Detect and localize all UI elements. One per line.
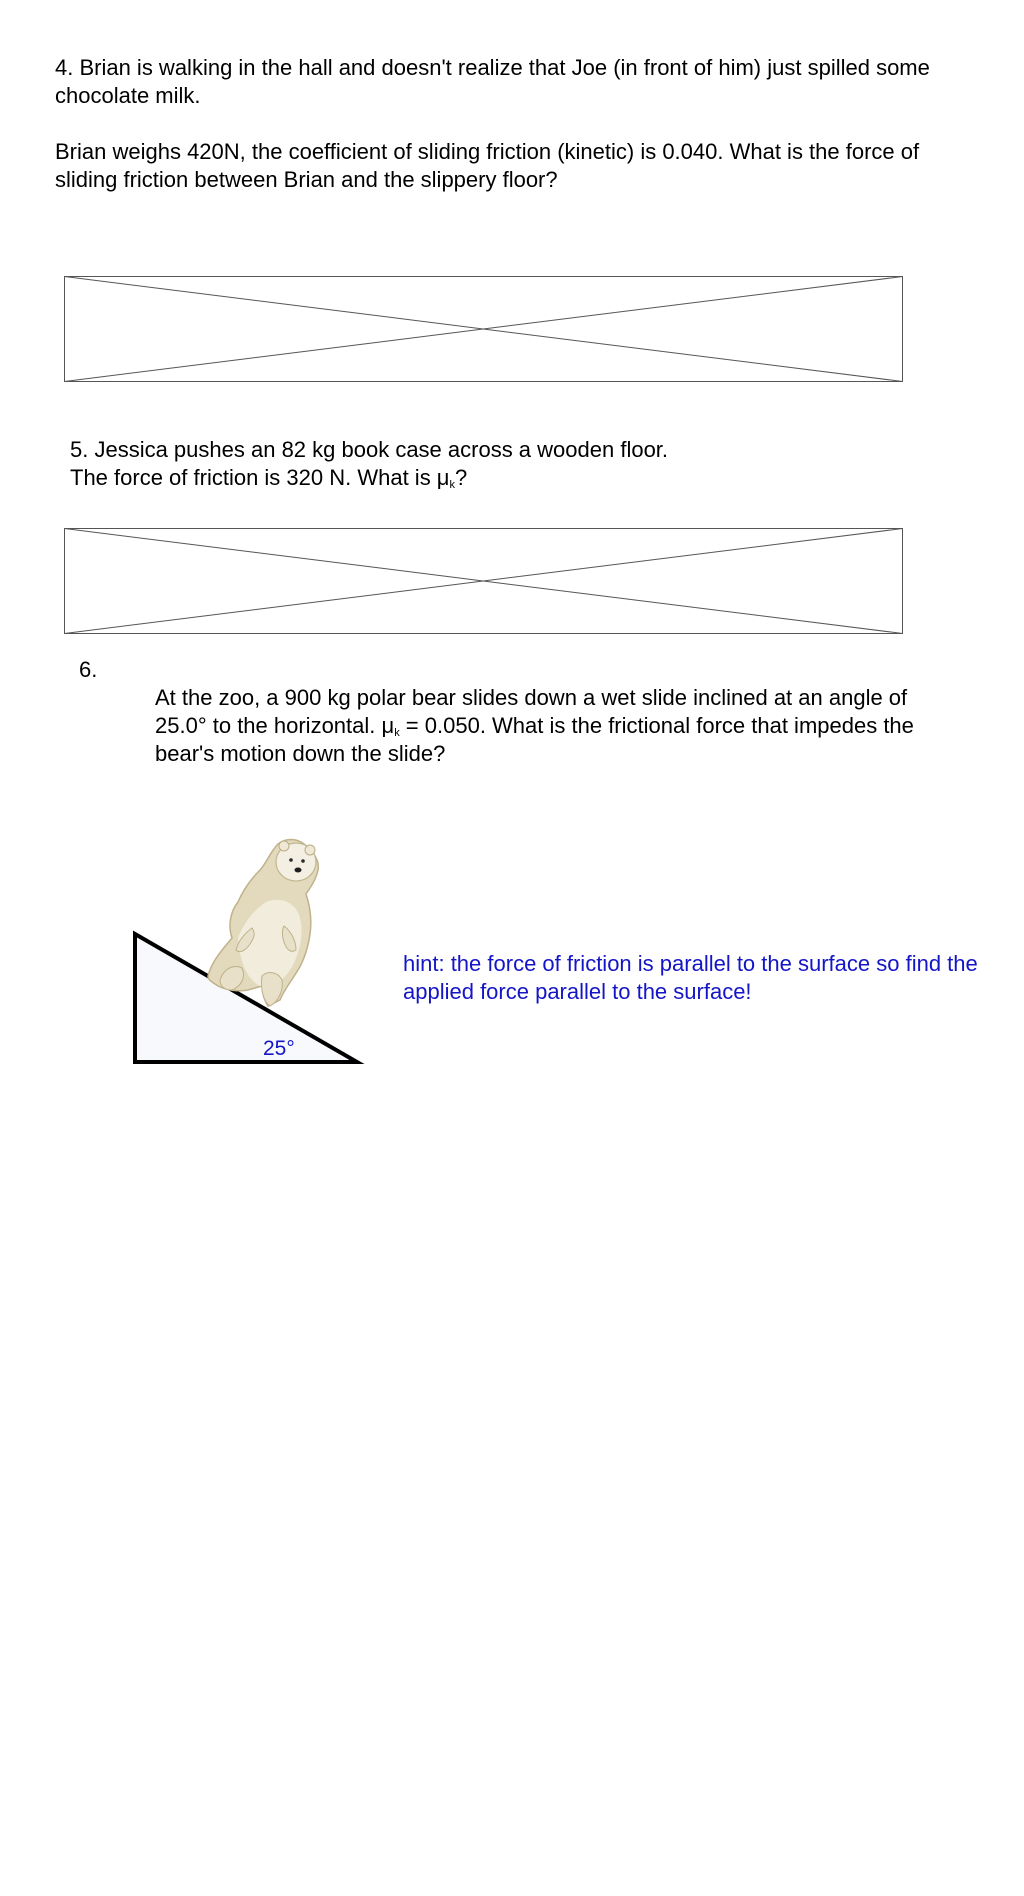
q5-text-line-2: The force of friction is 320 N. What is $\mu_k$? xyxy=(70,465,468,491)
q4-text-line-2: chocolate milk. xyxy=(55,83,201,108)
q4-text-line-4: sliding friction between Brian and the slippery floor? xyxy=(55,167,558,192)
q6-text-line-2: 25.0° to the horizontal. $\mu_k = 0.050$. What is the frictional force that impedes the xyxy=(155,713,914,739)
q6-text-line-1: At the zoo, a 900 kg polar bear slides down a wet slide inclined at an angle of xyxy=(155,685,908,710)
angle-label: 25° xyxy=(263,1037,295,1060)
answer-placeholder-x-icon xyxy=(64,528,903,634)
q6-text-line-3: bear's motion down the slide? xyxy=(155,741,446,766)
hint-line-1: hint: the force of friction is parallel to the surface so find the xyxy=(403,951,978,976)
q4-text-line-3: Brian weighs 420N, the coefficient of sliding friction (kinetic) is 0.040. What is the force of xyxy=(55,139,920,164)
hint-line-2: applied force parallel to the surface! xyxy=(403,979,752,1004)
incline-figure xyxy=(120,830,370,1075)
polar-bear-icon xyxy=(208,840,318,1007)
q6-number: 6. xyxy=(79,657,98,682)
q4-answer-box[interactable] xyxy=(64,276,903,382)
q5-text-line-1: 5. Jessica pushes an 82 kg book case across a wooden floor. xyxy=(70,437,669,462)
q4-text-line-1: 4. Brian is walking in the hall and doesn't realize that Joe (in front of him) just spilled some xyxy=(55,55,930,80)
answer-placeholder-x-icon xyxy=(64,276,903,382)
q5-answer-box[interactable] xyxy=(64,528,903,634)
